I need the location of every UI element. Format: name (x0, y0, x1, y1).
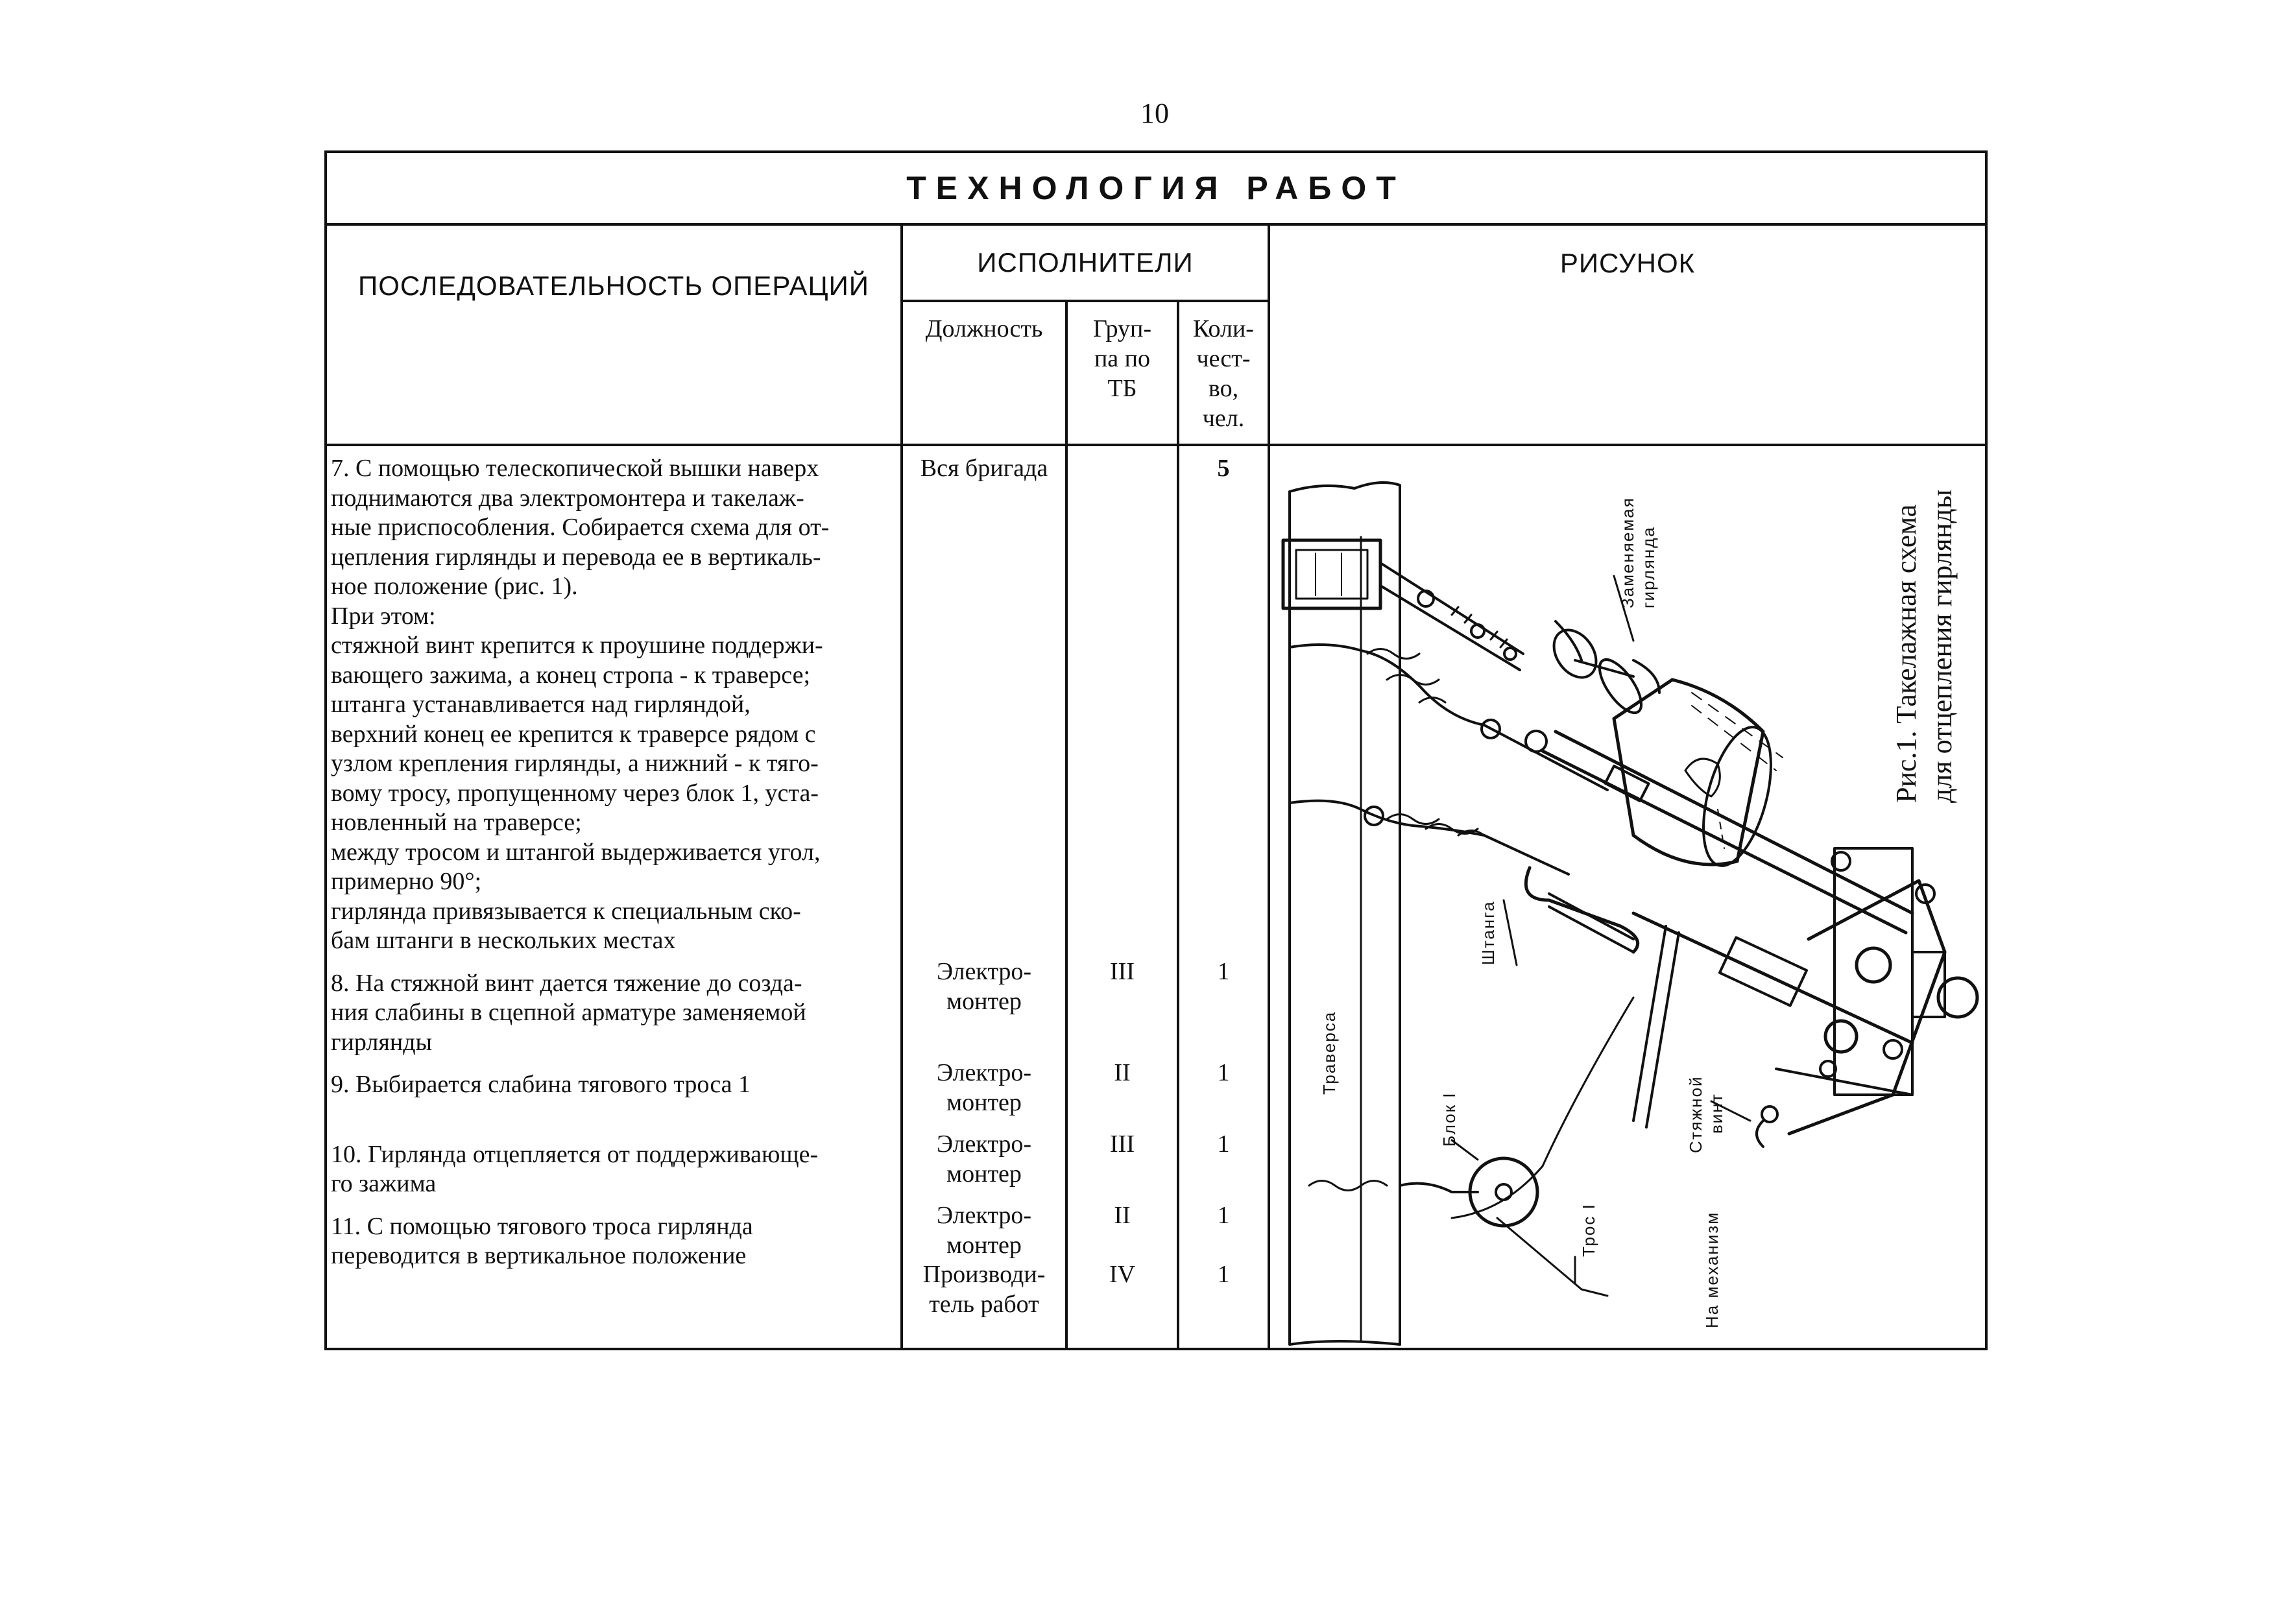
label-block: Блок I (1439, 1092, 1459, 1147)
position-entry: Производи- тель работ (922, 1261, 1046, 1318)
group-entry: II (1114, 1059, 1131, 1086)
label-rope: Трос I (1579, 1203, 1598, 1257)
count-entry: 5 (1217, 455, 1230, 482)
group-entry (1068, 454, 1177, 957)
count-entry: 1 (1217, 1261, 1230, 1288)
label-tension-screw-2: винт (1707, 1093, 1726, 1134)
header-count: Коли- чест- во, чел. (1178, 301, 1269, 445)
label-mechanism: На механизм (1702, 1211, 1722, 1328)
upper-sling (1290, 645, 1607, 790)
group-entry: III (1110, 958, 1135, 985)
label-rod: Штанга (1478, 900, 1498, 965)
position-entry: Вся бригада (920, 455, 1048, 482)
operation-11: 11. С помощью тягового троса гирлянда переводится в вертикальное положение (331, 1212, 753, 1269)
figure-caption-line2: для отцепления гирлянды (1926, 489, 1958, 803)
group-entry: III (1110, 1130, 1135, 1158)
header-group: Груп- па по ТБ (1066, 301, 1178, 445)
block-1 (1470, 1158, 1537, 1226)
operation-10: 10. Гирлянда отцепляется от поддерживающе- го зажима (331, 1140, 819, 1197)
page-number: 10 (1140, 97, 1169, 129)
operations-list (326, 445, 902, 1349)
work-technology-table (324, 150, 1988, 1350)
position-entry: Электро- монтер (936, 1059, 1032, 1116)
label-traverse: Траверса (1319, 1010, 1339, 1095)
count-entry: 1 (1217, 1130, 1230, 1158)
operation-8: 8. На стяжной винт дается тяжение до созда- ния слабины в сцепной арматуре заменяемой гирлянды (331, 969, 806, 1056)
position-entry: Электро- монтер (936, 958, 1032, 1015)
position-entry: Электро- монтер (936, 1130, 1032, 1188)
header-position: Должность (902, 301, 1066, 445)
label-replaced-garland: Заменяемая (1618, 497, 1637, 608)
header-figure: РИСУНОК (1269, 224, 1986, 445)
counts-column (1178, 445, 1269, 1349)
rigging-diagram (1270, 446, 1982, 1348)
table-title: ТЕХНОЛОГИЯ РАБОТ (326, 152, 1986, 224)
header-executors: ИСПОЛНИТЕЛИ (902, 224, 1269, 301)
insulator-string (1556, 621, 1659, 693)
operation-9: 9. Выбирается слабина тягового троса 1 (331, 1071, 751, 1098)
operation-7: 7. С помощью телескопической вышки наверх поднимаются два электромонтера и такелаж- ные приспособления. Собирается схема для от- цепления гирлянды и перевода ее в вертикаль- ное положение (рис. 1). При этом: стяжной винт крепится к проушине поддержи- вающего зажима, а конец стропа - к траверсе; штанга устанавливается над гирляндой, верхний конец ее крепится к траверсе рядом с узлом крепления гирлянды, а нижний - к тяго- вому тросу, пропущенному через блок 1, уста- новленный на траверсе; между тросом и штангой выдерживается угол, примерно 90°; гирлянда привязывается к специальным ско- бам штанги в нескольких местах (331, 455, 830, 954)
group-entry: IV (1109, 1261, 1136, 1288)
rod (1543, 732, 1912, 933)
lower-sling (1290, 801, 1569, 874)
positions-column (902, 445, 1066, 1349)
traverse-post (1290, 483, 1400, 1344)
label-tension-screw: Стяжной (1686, 1075, 1705, 1153)
figure-cell (1269, 445, 1986, 1349)
count-entry: 1 (1217, 958, 1230, 985)
group-entry: II (1114, 1202, 1131, 1229)
tension-screw (1720, 937, 1807, 1005)
label-replaced-garland-2: гирлянда (1639, 526, 1658, 608)
groups-column (1066, 445, 1178, 1349)
header-operations: ПОСЛЕДОВАТЕЛЬНОСТЬ ОПЕРАЦИЙ (326, 224, 902, 445)
pulling-rope (1452, 997, 1633, 1218)
count-entry: 1 (1217, 1202, 1230, 1229)
upper-arm (1380, 563, 1523, 670)
position-entry: Электро- монтер (936, 1202, 1032, 1259)
count-entry: 1 (1217, 1059, 1230, 1086)
figure-caption-line1: Рис.1. Такелажная схема (1890, 504, 1922, 803)
